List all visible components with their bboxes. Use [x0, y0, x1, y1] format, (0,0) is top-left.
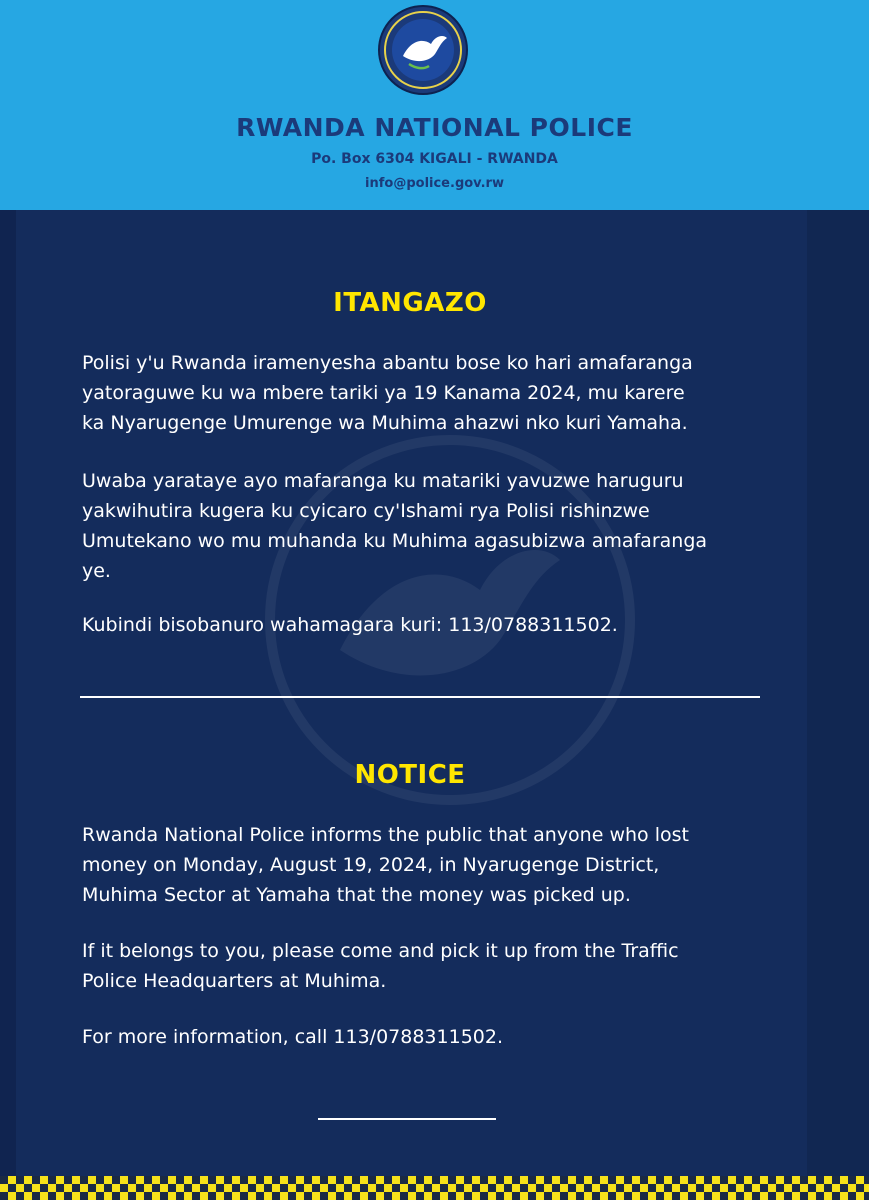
itangazo-contact-line: Kubindi bisobanuro wahamagara kuri: 113/0788311502.	[82, 614, 618, 636]
itangazo-paragraph-1: Polisi y'u Rwanda iramenyesha abantu bose ko hari amafaranga yatoraguwe ku wa mbere tariki ya 19 Kanama 2024, mu karere ka Nyarugenge Umurenge wa Muhima ahazwi nko kuri Yamaha.	[82, 352, 693, 434]
itangazo-heading: ITANGAZO	[333, 288, 487, 318]
organization-name: RWANDA NATIONAL POLICE	[236, 113, 633, 142]
itangazo-paragraph-2: Uwaba yarataye ayo mafaranga ku matariki yavuzwe haruguru yakwihutira kugera ku cyicaro cy'Ishami rya Polisi rishinzwe Umutekano wo mu muhanda ku Muhima agasubizwa amafaranga ye.	[82, 470, 708, 582]
section-divider	[80, 696, 760, 698]
checkered-footer-band	[0, 1176, 869, 1200]
notice-contact-line: For more information, call 113/0788311502.	[82, 1026, 503, 1048]
contact-email: info@police.gov.rw	[365, 176, 504, 191]
letterhead	[0, 0, 869, 210]
closing-divider	[318, 1118, 496, 1120]
notice-paragraph-2: If it belongs to you, please come and pick it up from the Traffic Police Headquarters at Muhima.	[82, 940, 679, 992]
notice-paragraph-1: Rwanda National Police informs the public that anyone who lost money on Monday, August 19, 2024, in Nyarugenge District, Muhima Sector at Yamaha that the money was picked up.	[82, 824, 689, 906]
police-emblem-icon	[373, 4, 473, 96]
notice-heading: NOTICE	[354, 760, 466, 790]
postal-address: Po. Box 6304 KIGALI - RWANDA	[311, 151, 558, 167]
right-border-strip	[807, 210, 869, 1176]
left-border-strip	[0, 210, 16, 1176]
